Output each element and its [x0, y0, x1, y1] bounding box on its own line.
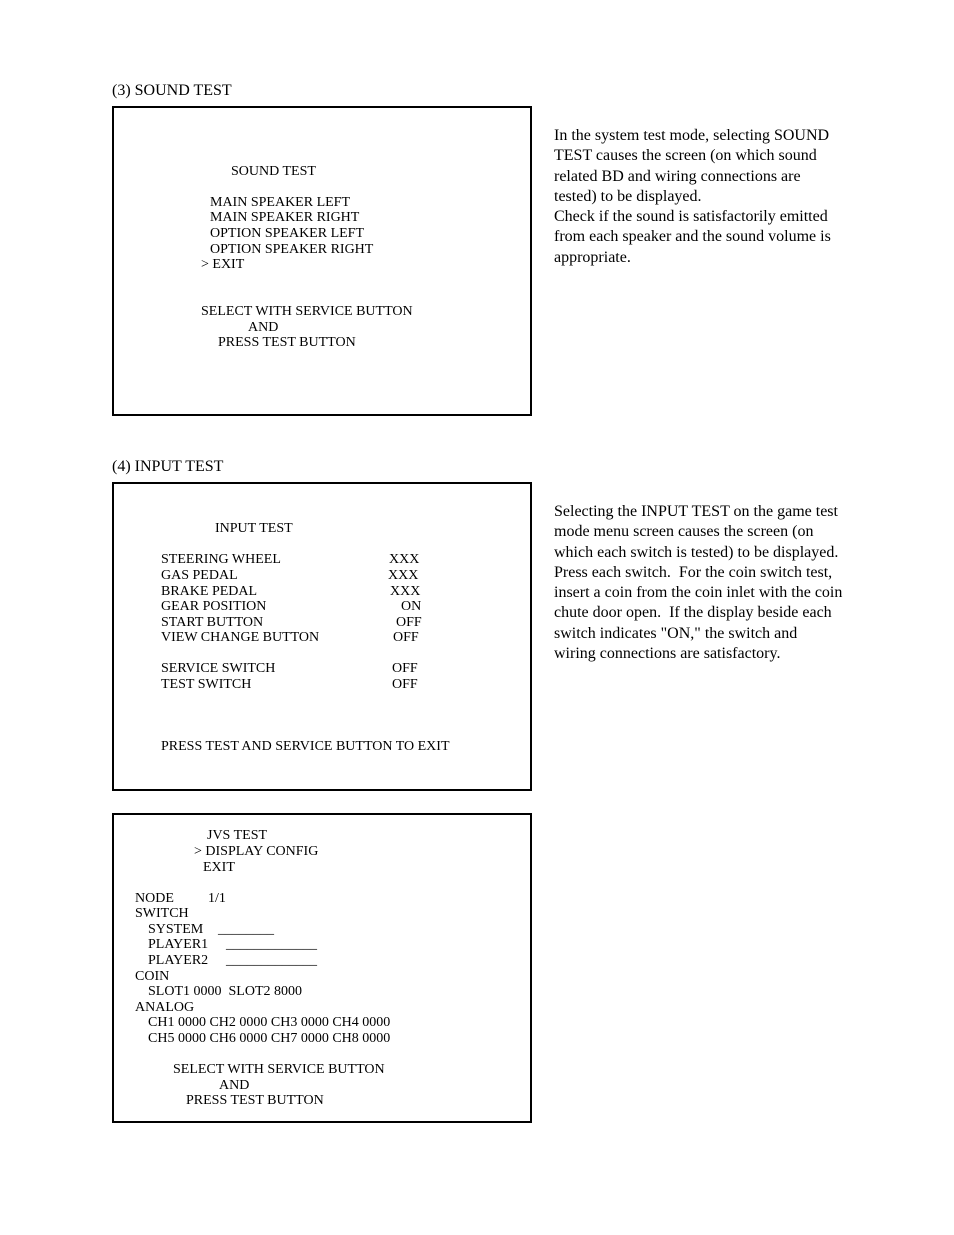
- description-line: tested) to be displayed.: [554, 187, 702, 205]
- description-line: appropriate.: [554, 248, 631, 266]
- jvs-menu-display-config: > DISPLAY CONFIG: [194, 844, 319, 859]
- sound-test-description: [554, 126, 831, 268]
- jvs-player2-value: _____________: [226, 953, 317, 968]
- sound-item-option-right: OPTION SPEAKER RIGHT: [210, 242, 374, 257]
- input-row-label: GAS PEDAL: [161, 568, 238, 583]
- input-row-value: XXX: [388, 568, 419, 583]
- description-line: which each switch is tested) to be displayed.: [554, 543, 839, 561]
- jvs-system-label: SYSTEM: [148, 922, 204, 937]
- input-row-value: ON: [401, 599, 422, 614]
- jvs-node-label: NODE: [135, 891, 174, 906]
- jvs-footer-line2: AND: [219, 1078, 250, 1093]
- input-test-screen: [112, 482, 532, 791]
- description-line: switch indicates "ON," the switch and: [554, 624, 798, 642]
- sound-item-exit: > EXIT: [201, 257, 245, 272]
- sound-item-main-left: MAIN SPEAKER LEFT: [210, 195, 351, 210]
- description-line: wiring connections are satisfactory.: [554, 645, 781, 663]
- description-line: TEST causes the screen (on which sound: [554, 147, 817, 165]
- sound-test-heading: (3) SOUND TEST: [112, 82, 232, 99]
- sound-footer-line1: SELECT WITH SERVICE BUTTON: [201, 304, 413, 319]
- input-row-value: OFF: [392, 677, 418, 692]
- input-row-label: TEST SWITCH: [161, 677, 252, 692]
- input-row-value: OFF: [396, 615, 422, 630]
- description-line: mode menu screen causes the screen (on: [554, 523, 814, 541]
- description-line: In the system test mode, selecting SOUND: [554, 127, 830, 144]
- sound-footer-line3: PRESS TEST BUTTON: [218, 335, 356, 350]
- jvs-player1-value: _____________: [226, 937, 317, 952]
- input-test-heading: (4) INPUT TEST: [112, 458, 224, 475]
- input-test-description: [554, 502, 842, 664]
- input-row-label: GEAR POSITION: [161, 599, 267, 614]
- input-row-label: VIEW CHANGE BUTTON: [161, 630, 320, 645]
- sound-footer-line2: AND: [248, 320, 279, 335]
- jvs-test-screen: [112, 813, 532, 1123]
- jvs-player1-label: PLAYER1: [148, 937, 209, 952]
- description-line: chute door open. If the display beside each: [554, 604, 832, 622]
- jvs-menu-exit: EXIT: [203, 860, 235, 875]
- input-test-title: INPUT TEST: [215, 521, 293, 536]
- jvs-coin-values: SLOT1 0000 SLOT2 8000: [148, 984, 302, 999]
- sound-test-screen: [112, 106, 532, 416]
- sound-test-title: SOUND TEST: [231, 164, 316, 179]
- input-row-value: XXX: [390, 584, 421, 599]
- description-line: from each speaker and the sound volume is: [554, 228, 831, 246]
- input-row-value: XXX: [389, 552, 420, 567]
- input-row-label: BRAKE PEDAL: [161, 584, 258, 599]
- input-row-value: OFF: [393, 630, 419, 645]
- jvs-player2-label: PLAYER2: [148, 953, 209, 968]
- jvs-node-value: 1/1: [208, 891, 226, 906]
- description-line: insert a coin from the coin inlet with the coin: [554, 584, 843, 602]
- jvs-analog-label: ANALOG: [135, 1000, 195, 1015]
- description-line: Check if the sound is satisfactorily emitted: [554, 208, 828, 226]
- jvs-switch-label: SWITCH: [135, 906, 189, 921]
- input-row-label: START BUTTON: [161, 615, 264, 630]
- jvs-coin-label: COIN: [135, 969, 170, 984]
- input-test-footer: PRESS TEST AND SERVICE BUTTON TO EXIT: [161, 739, 450, 754]
- jvs-test-title: JVS TEST: [207, 828, 268, 843]
- input-row-label: STEERING WHEEL: [161, 552, 281, 567]
- input-row-label: SERVICE SWITCH: [161, 661, 276, 676]
- sound-item-main-right: MAIN SPEAKER RIGHT: [210, 210, 360, 225]
- jvs-footer-line3: PRESS TEST BUTTON: [186, 1093, 324, 1108]
- input-row-value: OFF: [392, 661, 418, 676]
- description-line: related BD and wiring connections are: [554, 167, 801, 185]
- description-line: Press each switch. For the coin switch test,: [554, 563, 833, 581]
- jvs-analog-row: CH1 0000 CH2 0000 CH3 0000 CH4 0000: [148, 1015, 391, 1030]
- sound-item-option-left: OPTION SPEAKER LEFT: [210, 226, 365, 241]
- description-line: Selecting the INPUT TEST on the game test: [554, 503, 838, 520]
- jvs-system-value: ________: [218, 922, 274, 937]
- jvs-analog-row: CH5 0000 CH6 0000 CH7 0000 CH8 0000: [148, 1031, 391, 1046]
- jvs-footer-line1: SELECT WITH SERVICE BUTTON: [173, 1062, 385, 1077]
